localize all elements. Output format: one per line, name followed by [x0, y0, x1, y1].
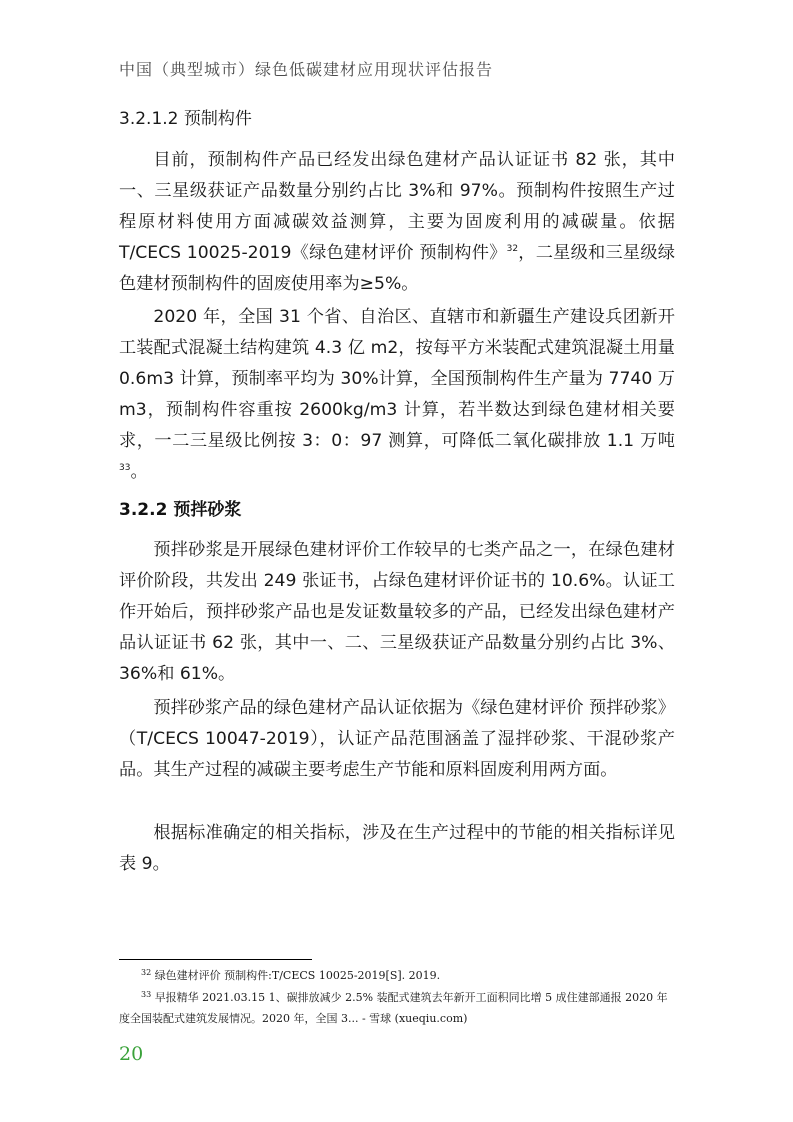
footnote-ref-33[interactable]: 33 [119, 463, 131, 473]
paragraph-mortar-overview: 预拌砂浆是开展绿色建材评价工作较早的七类产品之一，在绿色建材评价阶段，共发出 249 张证书，占绿色建材评价证书的 10.6%。认证工作开始后，预拌砂浆产品也是发证数量较多的产品，已经发出绿色建材产品认证证书 62 张，其中一、二、三星级获证产品数量分别约占比 3%、36%和 61%。 [119, 540, 675, 684]
paragraph-text: ，二星级和三星级绿色建材预制构件的固废使用率为≥5%。 [119, 243, 675, 294]
paragraph-mortar-indicators: 根据标准确定的相关指标，涉及在生产过程中的节能的相关指标详见表 9。 [119, 823, 675, 874]
footnote-number: 32 [141, 968, 152, 977]
running-header: 中国（典型城市）绿色低碳建材应用现状评估报告 [119, 60, 494, 79]
paragraph-text: 2020 年，全国 31 个省、自治区、直辖市和新疆生产建设兵团新开工装配式混凝土结构建筑 4.3 亿 m2，按每平方米装配式建筑混凝土用量 0.6m3 计算，预制率平均为 30%计算，全国预制构件生产量为 7740 万 m3，预制构件容重按 2600kg/m3 计算，若半数达到绿色建材相关要求，一二三星级比例按 3：0：97 测算，可降低二氧化碳排放 1.1 万吨 [119, 307, 675, 451]
footnote-text: 早报精华 2021.03.15 1、碳排放减少 2.5% 装配式建筑去年新开工面积同比增 5 成住建部通报 2020 年度全国装配式建筑发展情况。2020 年，全国 3... - 雪球 (xueqiu.com) [119, 991, 668, 1025]
footnote-ref-32[interactable]: 32 [506, 244, 519, 254]
footnote-33 [119, 987, 675, 1029]
section-title-3-2-2: 3.2.2 预拌砂浆 [119, 500, 242, 520]
page-number: 20 [119, 1043, 144, 1065]
footnote-32 [119, 965, 675, 986]
paragraph-text: 目前，预制构件产品已经发出绿色建材产品认证证书 82 张，其中一、三星级获证产品数量分别约占比 3%和 97%。预制构件按照生产过程原材料使用方面减碳效益测算，主要为固废利用的减碳量。依据 T/CECS 10025-2019《绿色建材评价 预制构件》 [119, 150, 675, 263]
footnote-separator [119, 959, 312, 960]
section-title-3-2-1-2: 3.2.1.2 预制构件 [119, 109, 252, 129]
paragraph-text: 。 [130, 462, 148, 482]
footnote-number: 33 [141, 990, 152, 999]
paragraph-precast-calculation [119, 302, 675, 488]
footnote-text: 绿色建材评价 预制构件:T/CECS 10025-2019[S]. 2019. [154, 969, 441, 982]
paragraph-mortar-standard: 预拌砂浆产品的绿色建材产品认证依据为《绿色建材评价 预拌砂浆》（T/CECS 10047-2019），认证产品范围涵盖了湿拌砂浆、干混砂浆产品。其生产过程的减碳主要考虑生产节能和原料固废利用两方面。 [119, 698, 675, 780]
paragraph-precast-certification [119, 145, 675, 300]
